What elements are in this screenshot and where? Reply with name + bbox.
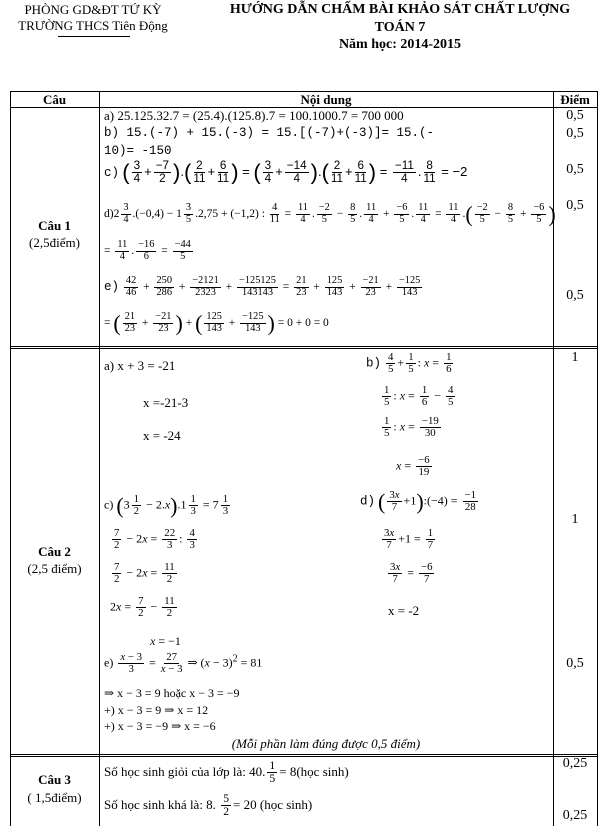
q2-b-line3: $\frac{1}{5}$ : x = $\frac{-19}{30}$ (384, 415, 439, 440)
q1-part-a: a) 25.125.32.7 = (25.4).(125.8).7 = 100.1000.7 = 700 000 (104, 108, 404, 123)
school-underline (58, 36, 130, 37)
q2-c-line3: $\frac{7}{2}$ − 2x = $\frac{11}{2}$ (114, 561, 175, 586)
q2-label: Câu 2 (38, 544, 71, 559)
q2-a-line2: x =-21-3 (143, 395, 189, 410)
q1-score-e: 0,5 (566, 288, 584, 303)
department-name: PHÒNG GD&ĐT TỨ KỲ (24, 2, 162, 17)
q2-e-label: e) (104, 655, 114, 670)
q2-e-line1: e) $\frac{x - 3}{3}$ = $\frac{27}{x - 3}$ ⇒ $(x - 3)^2 = 81$ (104, 651, 263, 676)
q3-line2-result: = 20 (học sinh) (233, 796, 313, 812)
q3-line1-result: = 8(học sinh) (279, 763, 349, 779)
school-name: TRƯỜNG THCS Tiên Động (18, 18, 168, 33)
q1-score-b: 0,5 (566, 126, 584, 141)
q2-c-line1: c) (3 $\frac{1}{2}$ − 2.x).1 $\frac{1}{3}$ = 7 $\frac{1}{3}$ (104, 492, 229, 518)
q2-d-line1: d) ( $\frac{3x}{7}$ +1):(−4) = $\frac{-1}{28}$ (360, 488, 477, 514)
q2-d-line3: $\frac{3x}{7}$ = $\frac{-6}{7}$ (390, 561, 433, 586)
q1-part-d: d)2 $\frac{3}{4}$ .(−0,4) − 1 $\frac{3}{5}$ .2,75 + (−1,2) : $\frac{4}{11}$ = $\frac{11}{4}$ . $\frac{-2}{5}$ − $\frac{8}{5}$ . $\frac{11}{4}$ + $\frac{-6}{5}$ . $\frac{11}{4}$ = $\frac{11}{4}$ .( $\frac{-2}{5}$ − $\frac{8}{5}$ + $\frac{-6}{5}$ ) (104, 201, 556, 227)
q2-b-line4: x = $\frac{-6}{19}$ (396, 454, 430, 479)
q2-e-line2: ⇒ x − 3 = 9 hoặc x − 3 = −9 (104, 686, 240, 700)
q1-points: (2,5điểm) (29, 235, 80, 250)
q2-c-line5: x = −1 (150, 634, 181, 648)
q1-e-label: e) (104, 280, 120, 294)
q3-line1-text: Số học sinh giỏi của lớp là: 40. (104, 763, 266, 779)
q3-score-1: 0,25 (562, 756, 588, 771)
doc-title: HƯỚNG DẪN CHẤM BÀI KHẢO SÁT CHẤT LƯỢNG (229, 2, 571, 17)
q1-part-d-result: = $\frac{11}{4}$ . $\frac{-16}{6}$ = $\frac{-44}{5}$ (104, 239, 191, 262)
q2-score-e: 0,5 (566, 656, 584, 671)
q1-part-c: c) ( $\frac{3}{4}$ + $\frac{-7}{2}$ ).( $\frac{2}{11}$ + $\frac{6}{11}$ ) = ( $\frac{3}{4}$ + $\frac{-14}{4}$ ).( $\frac{2}{11}$ + $\frac{6}{11}$ ) = $\frac{-11}{4}$ . $\frac{8}{11}$ = −2 (104, 159, 468, 186)
q1-part-b-line1: b) 15.(-7) + 15.(-3) = 15.[(-7)+(-3)]= 15.(- (104, 126, 435, 140)
q1-part-e-result: = ( $\frac{21}{23}$ + $\frac{-21}{23}$ ) + ( $\frac{125}{143}$ + $\frac{-125}{143}$ ) = 0 + 0 = 0 (104, 310, 329, 336)
q1-part-e: e) $\frac{42}{46}$ + $\frac{250}{286}$ + $\frac{-2121}{2323}$ + $\frac{-125125}{143143}$ = $\frac{21}{23}$ + $\frac{125}{143}$ + $\frac{-21}{23}$ + $\frac{-125}{143}$ (104, 275, 421, 298)
q2-e-line4: +) x − 3 = −9 ⇒ x = −6 (104, 719, 216, 733)
q2-e-line2-text: x − 3 = 9 hoặc x − 3 = −9 (117, 686, 240, 700)
q2-d-line2: $\frac{3x}{7}$ +1 = $\frac{1}{7}$ (384, 527, 434, 552)
q3-points: ( 1,5điểm) (27, 790, 82, 805)
q2-d-answer: x = -2 (388, 603, 420, 618)
doc-subject: TOÁN 7 (374, 20, 426, 35)
q2-a-line1: a) x + 3 = -21 (104, 358, 176, 373)
q2-score-cd: 1 (571, 512, 579, 527)
q2-c-line4: 2x = $\frac{7}{2}$ − $\frac{11}{2}$ (110, 595, 175, 620)
q2-c-line2: $\frac{7}{2}$ − 2x = $\frac{22}{3}$ : $\frac{4}{3}$ (114, 527, 195, 552)
header-score: Điểm (560, 92, 590, 107)
q2-score-ab: 1 (571, 350, 579, 365)
q1-score-d: 0,5 (566, 198, 584, 213)
q3-score-2: 0,25 (562, 808, 588, 823)
q2-b-label: b) (366, 356, 382, 371)
q2-note: (Mỗi phần làm đúng được 0,5 điểm) (231, 736, 421, 751)
q2-b-line1: b) $\frac{4}{5}$ + $\frac{1}{5}$ : x = $\frac{1}{6}$ (366, 351, 452, 376)
q2-d-label: d) (360, 494, 376, 509)
q3-line1: Số học sinh giỏi của lớp là: 40. $\frac{1}{5}$ = 8(học sinh) (104, 759, 349, 786)
q2-c-label: c) (104, 497, 114, 512)
q3-label: Câu 3 (38, 772, 71, 787)
school-year: Năm học: 2014-2015 (338, 37, 462, 52)
q1-c-label: c) (104, 166, 120, 181)
q1-label: Câu 1 (38, 218, 71, 233)
q3-line2: Số học sinh khá là: 8. $\frac{5}{2}$ = 20 (học sinh) (104, 792, 313, 819)
q2-a-line3: x = -24 (143, 428, 181, 443)
q2-e-line3: +) x − 3 = 9 ⇒ x = 12 (104, 703, 209, 717)
q1-score-c: 0,5 (566, 162, 584, 177)
q2-points: (2,5 điểm) (27, 561, 82, 576)
q1-d-label: d) (104, 208, 114, 220)
q1-score-a: 0,5 (566, 108, 584, 123)
header-content: Nội dung (300, 92, 352, 107)
q2-b-line2: $\frac{1}{5}$ : x = $\frac{1}{6}$ − $\frac{4}{5}$ (384, 384, 454, 409)
q3-line2-text: Số học sinh khá là: 8. (104, 796, 216, 812)
header-question: Câu (42, 92, 67, 107)
q1-part-b-line2: 10)= -150 (104, 144, 172, 158)
